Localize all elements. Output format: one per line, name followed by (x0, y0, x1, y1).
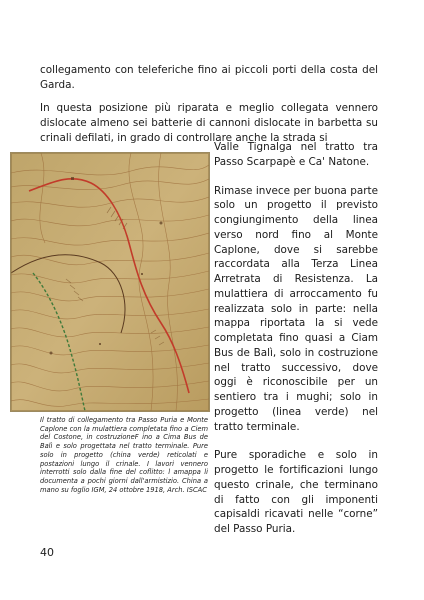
topographic-map-image (10, 152, 210, 412)
paragraph-batteries: In questa posizione più riparata e meglio collegata vennero dislocate almeno sei batterie di cannoni dislocate in barbetta su crinali defilati, in grado di controllare anche la strada si (40, 102, 378, 144)
paragraph-intro: collegamento con teleferiche fino ai piccoli porti della costa del Garda. (40, 64, 378, 91)
paragraph-valle-tignalga: Valle Tignalga nel tratto tra Passo Scarpapè e Ca' Natone. (214, 141, 378, 168)
page-number: 40 (40, 546, 54, 559)
paragraph-passo-puria: Pure sporadiche e solo in progetto le fortificazioni lungo questo crinale, che terminano di fatto con gli imponenti capisaldi ricavati nelle “corne” del Passo Puria. (214, 449, 378, 535)
right-text-column (214, 140, 378, 537)
map-caption: Il tratto di collegamento tra Passo Puria e Monte Caplone con la mulattiera completata fino a Ciem del Costone, in costruzioneF ino a Cima Bus de Balì e solo progettata nel tratto terminale. Pure solo in progetto (china verde) reticolati e postazioni lungo il crinale. I lavori vennero interrotti solo dalla fine del coflitto: l amappa li documenta a pochi giorni dall'armistizio. China a mano su foglio IGM, 24 ottobre 1918, Arch. ISCAC (40, 416, 208, 494)
paragraph-monte-caplone: Rimase invece per buona parte solo un progetto il previsto congiungimento della linea verso nord fino al Monte Caplone, dove si sarebbe raccordata alla Terza Linea Arretrata di Resistenza. La mulattiera di arroccamento fu realizzata solo in parte: nella mappa riportata la si vede completata fino quasi a Ciam Bus de Balì, solo in costruzione nel tratto successivo, dove oggi è riconoscibile per un sentiero tra i mughi; solo in progetto (linea verde) nel tratto terminale. (214, 184, 378, 433)
